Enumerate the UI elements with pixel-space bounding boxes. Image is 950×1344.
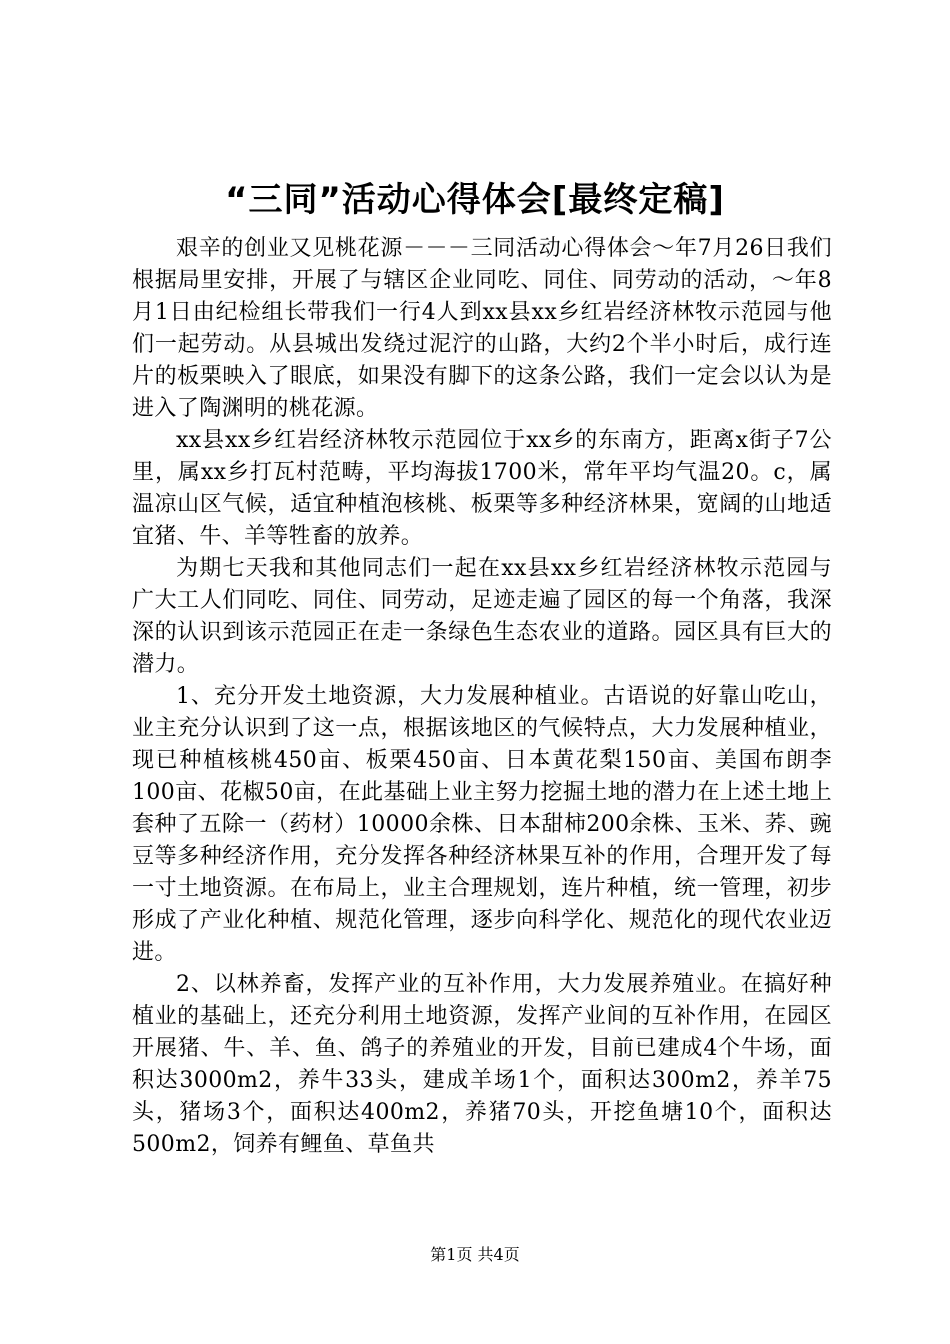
paragraph-4: 1、充分开发土地资源，大力发展种植业。古语说的好靠山吃山，业主充分认识到了这一点，根据该地区的气候特点，大力发展种植业，现已种植核桃450亩、板栗450亩、日本黄花梨150亩、美国布朗李100亩、花椒50亩，在此基础上业主努力挖掘土地的潜力在上述土地上套种了五除一（药材）10000余株、日本甜柿200余株、玉米、荞、豌豆等多种经济作用，充分发挥各种经济林果互补的作用，合理开发了每一寸土地资源。在布局上，业主合理规划，连片种植，统一管理，初步形成了产业化种植、规范化管理，逐步向科学化、规范化的现代农业迈进。 (132, 684, 832, 965)
paragraph-1: 艰辛的创业又见桃花源－－－三同活动心得体会～年7月26日我们根据局里安排，开展了与辖区企业同吃、同住、同劳动的活动，～年8月1日由纪检组长带我们一行4人到xx县xx乡红岩经济林牧示范园与他们一起劳动。从县城出发绕过泥泞的山路，大约2个半小时后，成行连片的板栗映入了眼底，如果没有脚下的这条公路，我们一定会以认为是进入了陶渊明的桃花源。 (132, 236, 832, 421)
paragraph-2: xx县xx乡红岩经济林牧示范园位于xx乡的东南方，距离x街子7公里，属xx乡打瓦村范畴，平均海拔1700米，常年平均气温20。c，属温凉山区气候，适宜种植泡核桃、板栗等多种经济林果，宽阔的山地适宜猪、牛、羊等牲畜的放养。 (132, 428, 832, 549)
paragraph-5: 2、以林养畜，发挥产业的互补作用，大力发展养殖业。在搞好种植业的基础上，还充分利用土地资源，发挥产业间的互补作用，在园区开展猪、牛、羊、鱼、鸽子的养殖业的开发，目前已建成4个牛场，面积达3000m2，养牛33头，建成羊场1个，面积达300m2，养羊75头，猪场3个，面积达400m2，养猪70头，开挖鱼塘10个，面积达500m2，饲养有鲤鱼、草鱼共 (132, 972, 832, 1157)
document-body (132, 233, 832, 1161)
document-title: “三同”活动心得体会[最终定稿] (225, 180, 725, 220)
page-footer: 第1页 共4页 (430, 1245, 520, 1264)
paragraph-3: 为期七天我和其他同志们一起在xx县xx乡红岩经济林牧示范园与广大工人们同吃、同住、同劳动，足迹走遍了园区的每一个角落，我深深的认识到该示范园正在走一条绿色生态农业的道路。园区具有巨大的潜力。 (132, 556, 832, 677)
